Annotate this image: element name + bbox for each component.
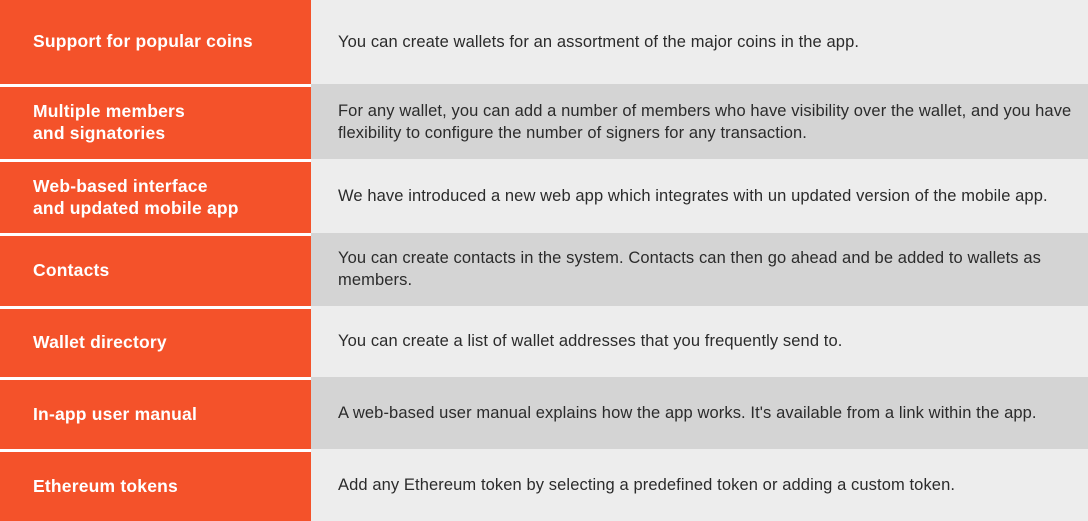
table-row (0, 0, 1088, 84)
feature-description (311, 233, 1088, 306)
table-row (0, 377, 1088, 449)
feature-description (311, 84, 1088, 159)
feature-label (0, 306, 311, 378)
table-row (0, 159, 1088, 233)
table-row (0, 84, 1088, 159)
feature-label-text: Support for popular coins (33, 31, 253, 52)
feature-label-text: Multiple members and signatories (33, 101, 185, 144)
feature-label (0, 449, 311, 521)
feature-description-text: For any wallet, you can add a number of members who have visibility over the wallet, and you have flexibility to configure the number of signers for any transaction. (338, 101, 1072, 142)
feature-description (311, 377, 1088, 449)
feature-label-text: Ethereum tokens (33, 475, 178, 496)
feature-label (0, 159, 311, 233)
feature-description (311, 0, 1088, 84)
table-row (0, 306, 1088, 378)
feature-description-text: You can create a list of wallet addresses that you frequently send to. (338, 332, 843, 351)
feature-description-text: We have introduced a new web app which integrates with un updated version of the mobile app. (338, 187, 1048, 205)
feature-description (311, 306, 1088, 378)
feature-label-text: Wallet directory (33, 332, 167, 353)
feature-label-text: In-app user manual (33, 403, 198, 424)
feature-label-text: Web-based interface and updated mobile app (33, 175, 239, 218)
feature-description (311, 449, 1088, 521)
feature-description-text: You can create contacts in the system. Contacts can then go ahead and be added to wallets as members. (338, 249, 1041, 290)
feature-label (0, 0, 311, 84)
feature-label (0, 377, 311, 449)
feature-label-text: Contacts (33, 259, 110, 280)
feature-label (0, 233, 311, 306)
table-row (0, 449, 1088, 521)
feature-description-text: A web-based user manual explains how the app works. It's available from a link within the app. (338, 404, 1037, 423)
feature-description-text: Add any Ethereum token by selecting a predefined token or adding a custom token. (338, 475, 956, 494)
table-row (0, 233, 1088, 306)
feature-label (0, 84, 311, 159)
feature-description-text: You can create wallets for an assortment of the major coins in the app. (338, 33, 860, 52)
feature-description (311, 159, 1088, 233)
